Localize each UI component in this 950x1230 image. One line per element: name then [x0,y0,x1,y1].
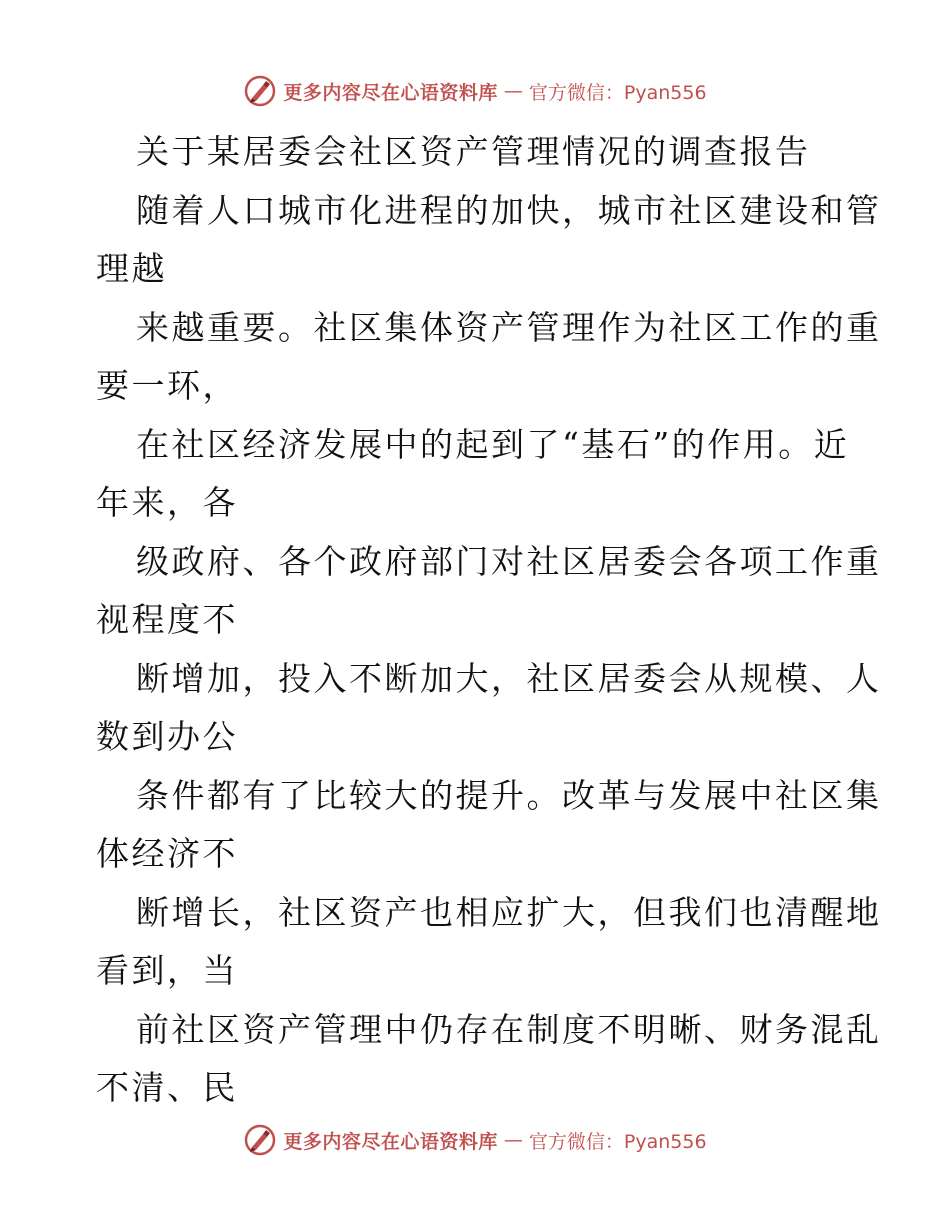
watermark-dash: — [503,80,523,102]
text-line: 年来，各 [96,483,238,522]
watermark-dash: — [503,1129,523,1151]
header-watermark [0,71,950,111]
text-line: 级政府、各个政府部门对社区居委会各项工作重 [136,541,882,581]
text-line: 视程度不 [96,600,238,639]
text-line: 体经济不 [96,834,238,873]
text-line: 要一环， [96,366,238,405]
text-line: 断增加，投入不断加大，社区居委会从规模、人 [136,658,882,698]
watermark-label: 官方微信：Pyan556 [528,81,707,104]
text-line: 条件都有了比较大的提升。改革与发展中社区集 [136,775,882,815]
watermark-label: 官方微信：Pyan556 [528,1130,707,1153]
text-line: 在社区经济发展中的起到了“基石”的作用。近 [136,424,850,464]
pen-logo-icon [243,1123,277,1157]
text-line: 看到，当 [96,951,238,990]
document-body [96,123,882,1118]
pen-logo-icon [243,74,277,108]
text-line: 来越重要。社区集体资产管理作为社区工作的重 [136,307,882,347]
text-line: 前社区资产管理中仍存在制度不明晰、财务混乱 [136,1009,882,1049]
text-line: 关于某居委会社区资产管理情况的调查报告 [136,132,811,171]
footer-watermark [0,1120,950,1160]
text-line: 断增长，社区资产也相应扩大，但我们也清醒地 [136,892,882,932]
text-line: 数到办公 [96,717,238,756]
text-line: 随着人口城市化进程的加快，城市社区建设和管 [136,190,882,230]
text-line: 理越 [96,249,167,288]
watermark-text: 更多内容尽在心语资料库 [283,81,498,104]
watermark-text: 更多内容尽在心语资料库 [283,1130,498,1153]
text-line: 不清、民 [96,1068,238,1107]
